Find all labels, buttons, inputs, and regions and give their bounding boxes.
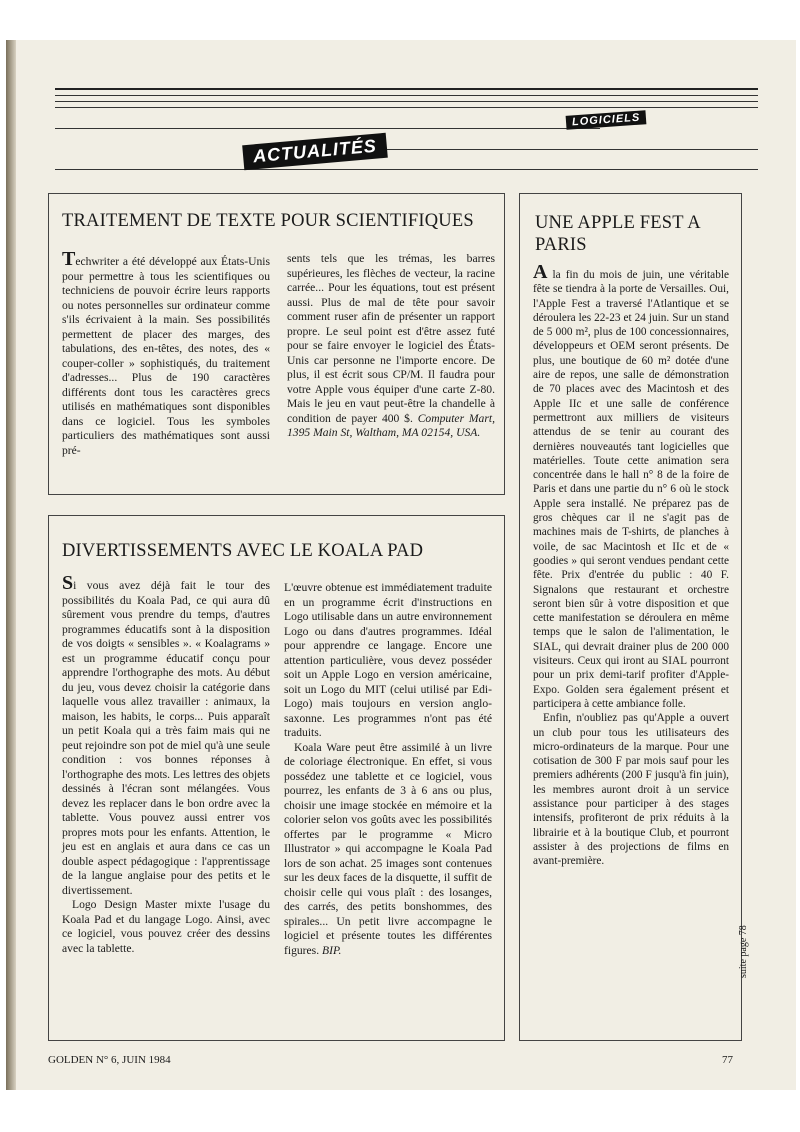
signature-text: BIP. [322, 943, 342, 957]
drop-cap: S [62, 572, 74, 594]
article-column [284, 581, 492, 958]
article-title: UNE APPLE FEST A PARIS [535, 213, 700, 255]
header-rule [380, 149, 758, 150]
drop-cap: A [533, 261, 548, 283]
article-title: TRAITEMENT DE TEXTE POUR SCIENTIFIQUES [62, 211, 474, 231]
header-rule [55, 101, 758, 102]
header-rule [55, 169, 758, 170]
article-text: Koala Ware peut être assimilé à un livre de coloriage électronique. En effet, si vous possédez une tablette et ce logiciel, vous pourrez, les enfants de 3 à 6 ans ou plus, choisir une image stockée en mémoire et la colorier selon vos goûts avec les possibilités offertes par le programme « Micro Illustrator » qui accompagne le Koala Pad lors de son achat. 25 images sont contenues sur les deux faces de la disquette, il suffit de choisir celle qui vous plaît : des losanges, des carrés, des petits bonshommes, des spirales... Un petit livre accompagne le logiciel et présente toutes les différentes figures. [284, 740, 492, 957]
section-tag-logiciels: LOGICIELS [566, 110, 647, 130]
header-rule [55, 128, 600, 129]
address-text: Computer Mart, 1395 Main St, Waltham, MA 02154, USA. [287, 411, 495, 439]
page-spine [6, 40, 16, 1090]
article-text: la fin du mois de juin, une véritable fête se tiendra à la porte de Versailles. Oui, l'Apple Fest a traversé l'Atlantique et se déroulera les 22-23 et 24 juin. Sur un stand de 5 000 m², plus de 100 concessionnaires, développeurs et OEM seront présents. De plus, une boutique de 60 m² dotée d'une aire de repos, une salle de démonstration de 70 places avec des Macintosh et des Apple IIc et une salle de conférence permettront aux milliers de visiteurs attendus de se tenir au courant des dernières nouveautés tant logicielles que matérielles. Toute cette animation sera concentrée dans le hall n° 8 de la foire de Paris et dans une partie du n° 6 où le stock Apple sera installé. Ne préparez pas de gros chèques car il ne s'agit pas de machines mais de T-shirts, de planches à voile, de sac Macintosh et IIc et de « goodies » qui seront vendues pendant cette fête. Prix d'entrée du public : 40 F. Signalons que restaurant et orchestre seront bien sûr à votre disposition et que cette manifestation se déroulera en même temps que le salon de l'alimentation, le SIAL, qui devrait drainer plus de 200 000 visiteurs. Ceux qui iront au SIAL pourront pour un prix demi-tarif profiter d'Apple-Expo. Golden sera également présent et participera à cette ambiance folle. [533, 269, 729, 710]
article-text: sents tels que les trémas, les barres supérieures, les flèches de vecteur, la racine carrée... Pour les équations, tout est présent aussi. Plus de mal de tête pour savoir comment ruser afin de présenter un rapport propre. Le seul point est d'être assez futé pour se faire envoyer le logiciel des États-Unis car personne ne l'importe encore. De plus, il est écrit sous CP/M. Il faudra pour votre Apple vous équiper d'une carte Z-80. Mais le jeu en vaut peut-être la chandelle à condition de payer 400 $. [287, 252, 495, 425]
article-text: echwriter a été développé aux États-Unis pour permettre à tous les scientifiques ou techniciens de pouvoir écrire leurs rapports ou notes personnelles sur ordinateur comme s'ils écrivaient à la main. Ses possibilités permettent de placer des marges, des tabulations, des en-têtes, des notes, des « couper-coller » sophistiqués, du traitement d'adresses... Plus de 190 caractères différents dont tous les caractères grecs utilisés en mathématiques sont disponibles dans ce logiciel. Tous les symboles particuliers des mathématiques sont aussi pré- [62, 255, 270, 457]
page-number: 77 [722, 1054, 733, 1066]
header-rule [55, 95, 758, 96]
drop-cap: T [62, 248, 76, 270]
article-text: i vous avez déjà fait le tour des possibilités du Koala Pad, ce qui aura dû sûrement vous prendre du temps, d'autres programmes éducatifs sont à la disposition de vos doigts « sensibles ». « Koalagrams » est un programme éducatif conçu pour apprendre l'orthographe des mots. Au début du jeu, vous devez choisir la catégorie dans laquelle vous allez travailler : animaux, la maison, les habits, le corps... Puis apparaît un petit Koala qui a très faim mais qui ne peut rejoindre son pot de miel qu'à une seule condition : vos bonnes réponses à l'orthographe des mots. Les lettres des objets dessinés à l'écran sont mélangées. Vous devez les replacer dans le bon ordre avec la tablette. Vous pouvez aussi entrer vos propres mots pour les enfants. Attention, le jeu est en anglais et aura dans ce cas un double aspect pédagogique : l'apprentissage de la langue anglaise pour des petits et le divertissement. [62, 579, 270, 897]
article-text: Logo Design Master mixte l'usage du Koala Pad et du langage Logo. Ainsi, avec ce logiciel, vous pouvez créer des dessins avec la tablette. [62, 898, 270, 955]
header-rule [55, 107, 758, 108]
section-tag-actualites: ACTUALITÉS [242, 133, 388, 170]
article-text: L'œuvre obtenue est immédiatement traduite en un programme écrit d'instructions en Logo utilisable dans un autre environnement Logo ou dans d'autres programmes. Idéal pour apprendre ce langage. Encore une attention particulière, vous devez posséder soit un Apple Logo en version américaine, soit un Logo du MIT (celui utilisé par Edi-Logo) mais toujours en version anglo-saxonne. Les programmes n'ont pas été traduits. [284, 581, 492, 739]
article-column [533, 261, 729, 868]
article-column [62, 248, 270, 458]
article-text: Enfin, n'oubliez pas qu'Apple a ouvert un club pour tous les utilisateurs des micro-ordinateurs de la marque. Pour une cotisation de 300 F par mois sauf pour les premiers adhérents (200 F jusqu'à fin juin), les membres auront droit à un service assistance pour participer à des stages intensifs, profiteront de prix réduits à la librairie et à la boutique Club, et pourront assister à des projections de films en avant-première. [533, 712, 729, 868]
article-title: DIVERTISSEMENTS AVEC LE KOALA PAD [62, 541, 424, 561]
article-column [287, 252, 495, 441]
header-rule [55, 88, 758, 90]
footer-issue: GOLDEN N° 6, JUIN 1984 [48, 1054, 171, 1066]
article-column [62, 572, 270, 956]
continuation-note: suite page 78 [738, 925, 749, 978]
